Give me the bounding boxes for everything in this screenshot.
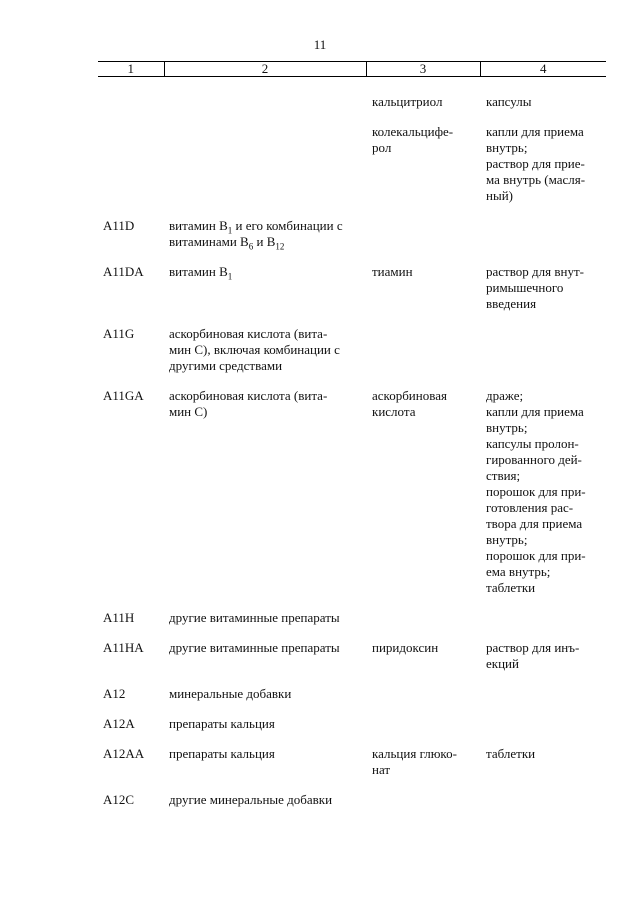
page-number: 11 (313, 37, 327, 52)
table-row (98, 94, 606, 110)
header-col-1: 1 (98, 62, 164, 77)
group-name: другие витаминные препараты (169, 610, 340, 625)
group-name: аскорбиновая кислота (вита- мин C), включая комбинации с другими средствами (169, 326, 340, 373)
substance-name: кальцитриол (372, 94, 443, 109)
group-name: витамин $B_1$ (169, 264, 233, 282)
group-name: препараты кальция (169, 746, 275, 761)
atc-code: A12A (103, 716, 135, 731)
atc-code: A11GA (103, 388, 144, 403)
table-row (98, 124, 606, 204)
table-row (98, 264, 606, 312)
substance-name: пиридоксин (372, 640, 439, 655)
table-row (98, 388, 606, 596)
dosage-form: раствор для внут- римышечного введения (486, 264, 584, 311)
dosage-form: таблетки (486, 746, 536, 761)
group-name: препараты кальция (169, 716, 275, 731)
group-name: минеральные добавки (169, 686, 292, 701)
group-name: другие витаминные препараты (169, 640, 340, 655)
substance-name: тиамин (372, 264, 413, 279)
dosage-form: капли для приема внутрь; раствор для прие- ма внутрь (масля- ный) (486, 124, 586, 203)
table-body (98, 94, 606, 808)
atc-code: A12C (103, 792, 135, 807)
table-row (98, 792, 606, 808)
atc-code: A11H (103, 610, 135, 625)
substance-name: аскорбиновая кислота (372, 388, 447, 419)
atc-code: A12AA (103, 746, 145, 761)
substance-name: колекальцифе- рол (372, 124, 454, 155)
group-name: другие минеральные добавки (169, 792, 333, 807)
dosage-form: драже; капли для приема внутрь; капсулы пролон- гированного дей- ствия; порошок для при- готовления рас- твора для приема внутрь; порошок для при- ема внутрь; таблетки (486, 388, 586, 595)
group-name: аскорбиновая кислота (вита- мин C) (169, 388, 328, 419)
table-header (98, 61, 606, 77)
table-row (98, 686, 606, 702)
table-row (98, 610, 606, 626)
atc-code: A11D (103, 218, 135, 233)
dosage-form: капсулы (486, 94, 532, 109)
atc-code: A11HA (103, 640, 144, 655)
header-col-3: 3 (366, 62, 480, 77)
atc-code: A11G (103, 326, 135, 341)
dosage-form: раствор для инъ- екций (486, 640, 580, 671)
atc-code: A12 (103, 686, 126, 701)
table-row (98, 326, 606, 374)
table-row (98, 218, 606, 250)
table-row (98, 746, 606, 778)
group-name: витамин $B_1$ и его комбинации с витаминами $B_6$ и $B_{12}$ (169, 218, 343, 252)
header-col-2: 2 (164, 62, 366, 77)
header-col-4: 4 (480, 62, 606, 77)
substance-name: кальция глюко- нат (372, 746, 457, 777)
table-row (98, 716, 606, 732)
table-row (98, 640, 606, 672)
atc-code: A11DA (103, 264, 144, 279)
